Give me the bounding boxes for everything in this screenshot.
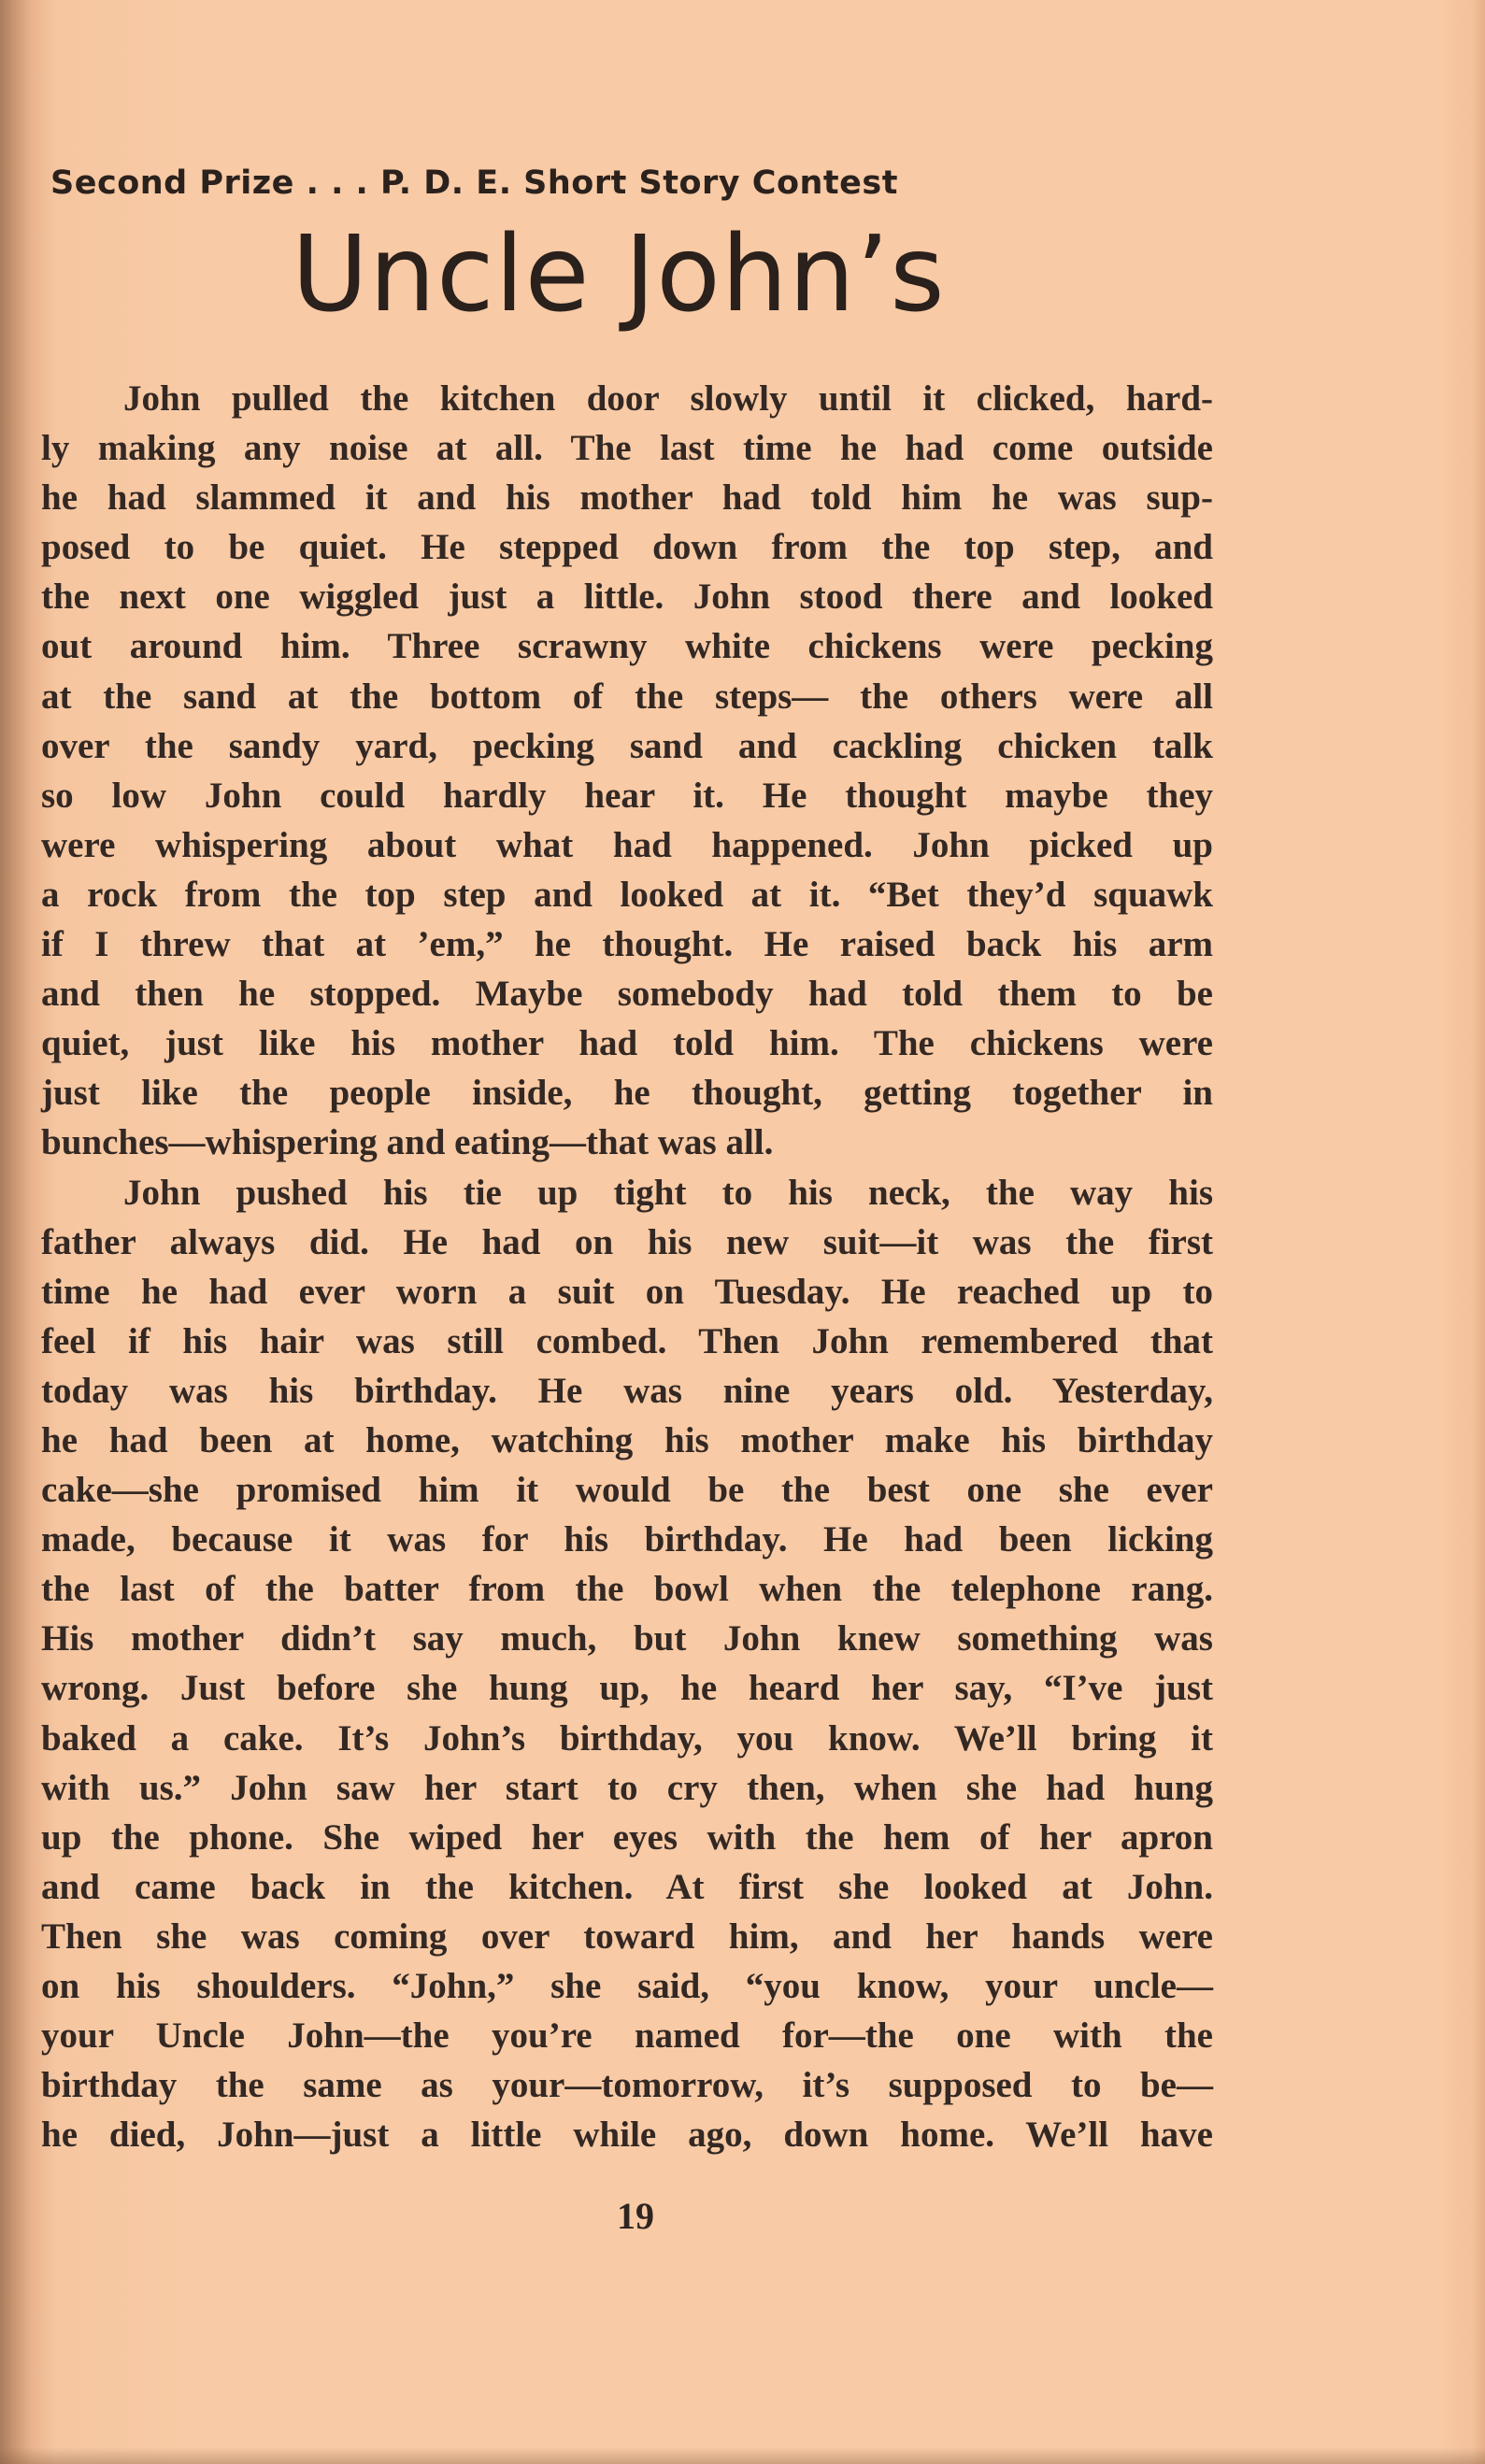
- story-line: over the sandy yard, pecking sand and cackling chicken talk: [41, 725, 1213, 766]
- story-line: if I threw that at ’em,” he thought. He raised back his arm: [41, 924, 1213, 965]
- story-line: your Uncle John—the you’re named for—the one with the: [41, 2015, 1213, 2057]
- story-line: the last of the batter from the bowl when the telephone rang.: [41, 1569, 1213, 1610]
- story-line: on his shoulders. “John,” she said, “you know, your uncle—: [41, 1966, 1213, 2006]
- story-line: time he had ever worn a suit on Tuesday. He reached up to: [41, 1271, 1213, 1312]
- story-line: and then he stopped. Maybe somebody had told them to be: [41, 974, 1213, 1015]
- story-line: out around him. Three scrawny white chickens were pecking: [41, 626, 1213, 667]
- story-line: His mother didn’t say much, but John knew something was: [41, 1618, 1213, 1659]
- story-line: John pulled the kitchen door slowly until it clicked, hard-: [123, 378, 1213, 419]
- page-number: 19: [617, 2195, 654, 2237]
- story-line: bunches—whispering and eating—that was all.: [41, 1122, 774, 1163]
- story-line: posed to be quiet. He stepped down from the top step, and: [41, 527, 1213, 568]
- story-line: at the sand at the bottom of the steps— the others were all: [41, 676, 1213, 717]
- story-line: were whispering about what had happened. John picked up: [41, 824, 1213, 865]
- story-line: today was his birthday. He was nine years old. Yesterday,: [41, 1370, 1213, 1411]
- story-line: baked a cake. It’s John’s birthday, you know. We’ll bring it: [41, 1717, 1213, 1759]
- story-line: John pushed his tie up tight to his neck, the way his: [123, 1172, 1213, 1213]
- story-line: he had slammed it and his mother had told him he was sup-: [41, 477, 1213, 519]
- story-title: Uncle John’s: [292, 214, 946, 335]
- story-line: just like the people inside, he thought, getting together in: [41, 1073, 1213, 1114]
- story-line: wrong. Just before she hung up, he heard her say, “I’ve just: [41, 1668, 1213, 1709]
- story-line: birthday the same as your—tomorrow, it’s supposed to be—: [41, 2065, 1213, 2106]
- story-line: cake—she promised him it would be the best one she ever: [41, 1470, 1213, 1511]
- story-line: up the phone. She wiped her eyes with the hem of her apron: [41, 1816, 1213, 1858]
- story-line: the next one wiggled just a little. John stood there and looked: [41, 577, 1213, 618]
- story-line: so low John could hardly hear it. He thought maybe they: [41, 775, 1213, 816]
- story-line: and came back in the kitchen. At first she looked at John.: [41, 1866, 1213, 1907]
- story-line: a rock from the top step and looked at it. “Bet they’d squawk: [41, 874, 1213, 915]
- story-body: [41, 374, 1213, 2159]
- contest-kicker: Second Prize . . . P. D. E. Short Story Contest: [50, 164, 898, 202]
- story-line: ly making any noise at all. The last time he had come outside: [41, 428, 1213, 469]
- story-line: made, because it was for his birthday. He had been licking: [41, 1519, 1213, 1560]
- story-line: father always did. He had on his new suit—it was the first: [41, 1221, 1213, 1262]
- story-line: feel if his hair was still combed. Then John remembered that: [41, 1320, 1213, 1361]
- story-line: Then she was coming over toward him, and her hands were: [41, 1916, 1213, 1957]
- story-line: he died, John—just a little while ago, down home. We’ll have: [41, 2115, 1213, 2156]
- story-line: quiet, just like his mother had told him. The chickens were: [41, 1023, 1213, 1064]
- story-line: with us.” John saw her start to cry then, when she had hung: [41, 1767, 1213, 1808]
- story-line: he had been at home, watching his mother make his birthday: [41, 1419, 1213, 1460]
